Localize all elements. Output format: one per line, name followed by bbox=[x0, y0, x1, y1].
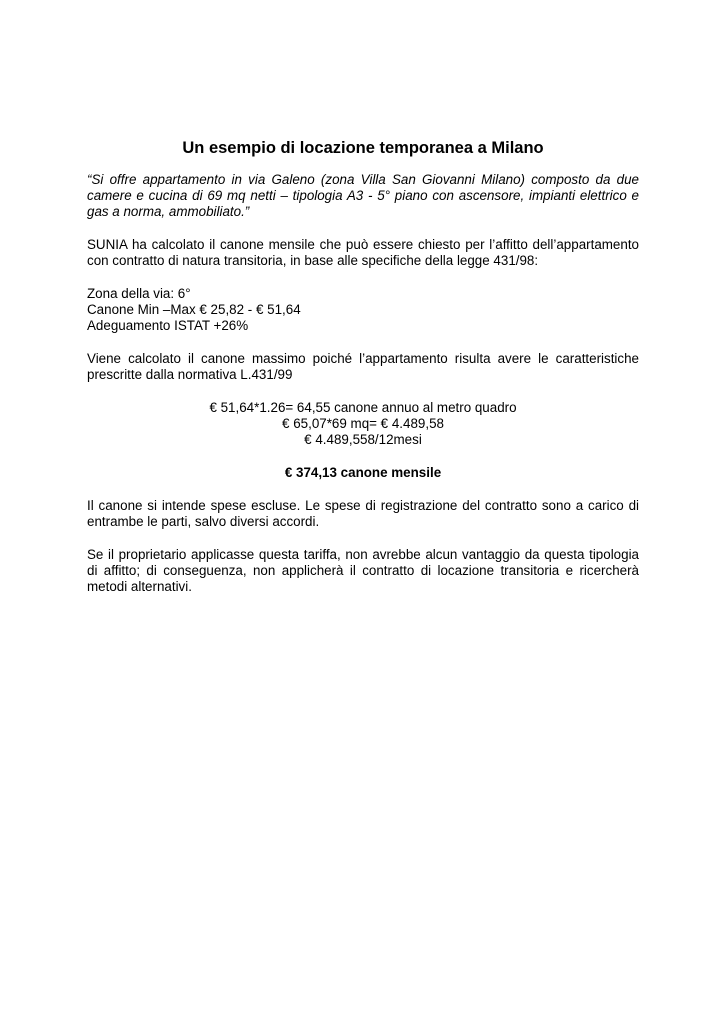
document-title: Un esempio di locazione temporanea a Milano bbox=[182, 139, 544, 157]
intro-paragraph: SUNIA ha calcolato il canone mensile che può essere chiesto per l’affitto dell’appartamento con contratto di natura transitoria, in base alle specifiche della legge 431/98: bbox=[87, 237, 639, 268]
detail-rent-range: Canone Min –Max € 25,82 - € 51,64 bbox=[87, 302, 301, 317]
calculation-line-3: € 4.489,558/12mesi bbox=[304, 432, 422, 447]
listing-quote: “Si offre appartamento in via Galeno (zona Villa San Giovanni Milano) composto da due camere e cucina di 69 mq netti – tipologia A3 - 5° piano con ascensore, impianti elettrico e gas a norma, ammobiliato.” bbox=[87, 172, 639, 219]
details-list bbox=[87, 286, 639, 334]
detail-istat: Adeguamento ISTAT +26% bbox=[87, 318, 249, 333]
calculation-line-2: € 65,07*69 mq= € 4.489,58 bbox=[282, 416, 444, 431]
calculation-line-1: € 51,64*1.26= 64,55 canone annuo al metro quadro bbox=[209, 400, 517, 415]
expenses-paragraph: Il canone si intende spese escluse. Le spese di registrazione del contratto sono a carico di entrambe le parti, salvo diversi accordi. bbox=[87, 498, 639, 529]
detail-zone: Zona della via: 6° bbox=[87, 286, 191, 301]
monthly-rent-result: € 374,13 canone mensile bbox=[284, 465, 442, 480]
document-page bbox=[87, 138, 639, 595]
conclusion-paragraph: Se il proprietario applicasse questa tariffa, non avrebbe alcun vantaggio da questa tipologia di affitto; di conseguenza, non applicherà il contratto di locazione transitoria e ricercherà metodi alternativi. bbox=[87, 547, 639, 594]
calculation-note: Viene calcolato il canone massimo poiché l’appartamento risulta avere le caratteristiche prescritte dalla normativa L.431/99 bbox=[87, 351, 639, 382]
calculation-block bbox=[87, 400, 639, 448]
